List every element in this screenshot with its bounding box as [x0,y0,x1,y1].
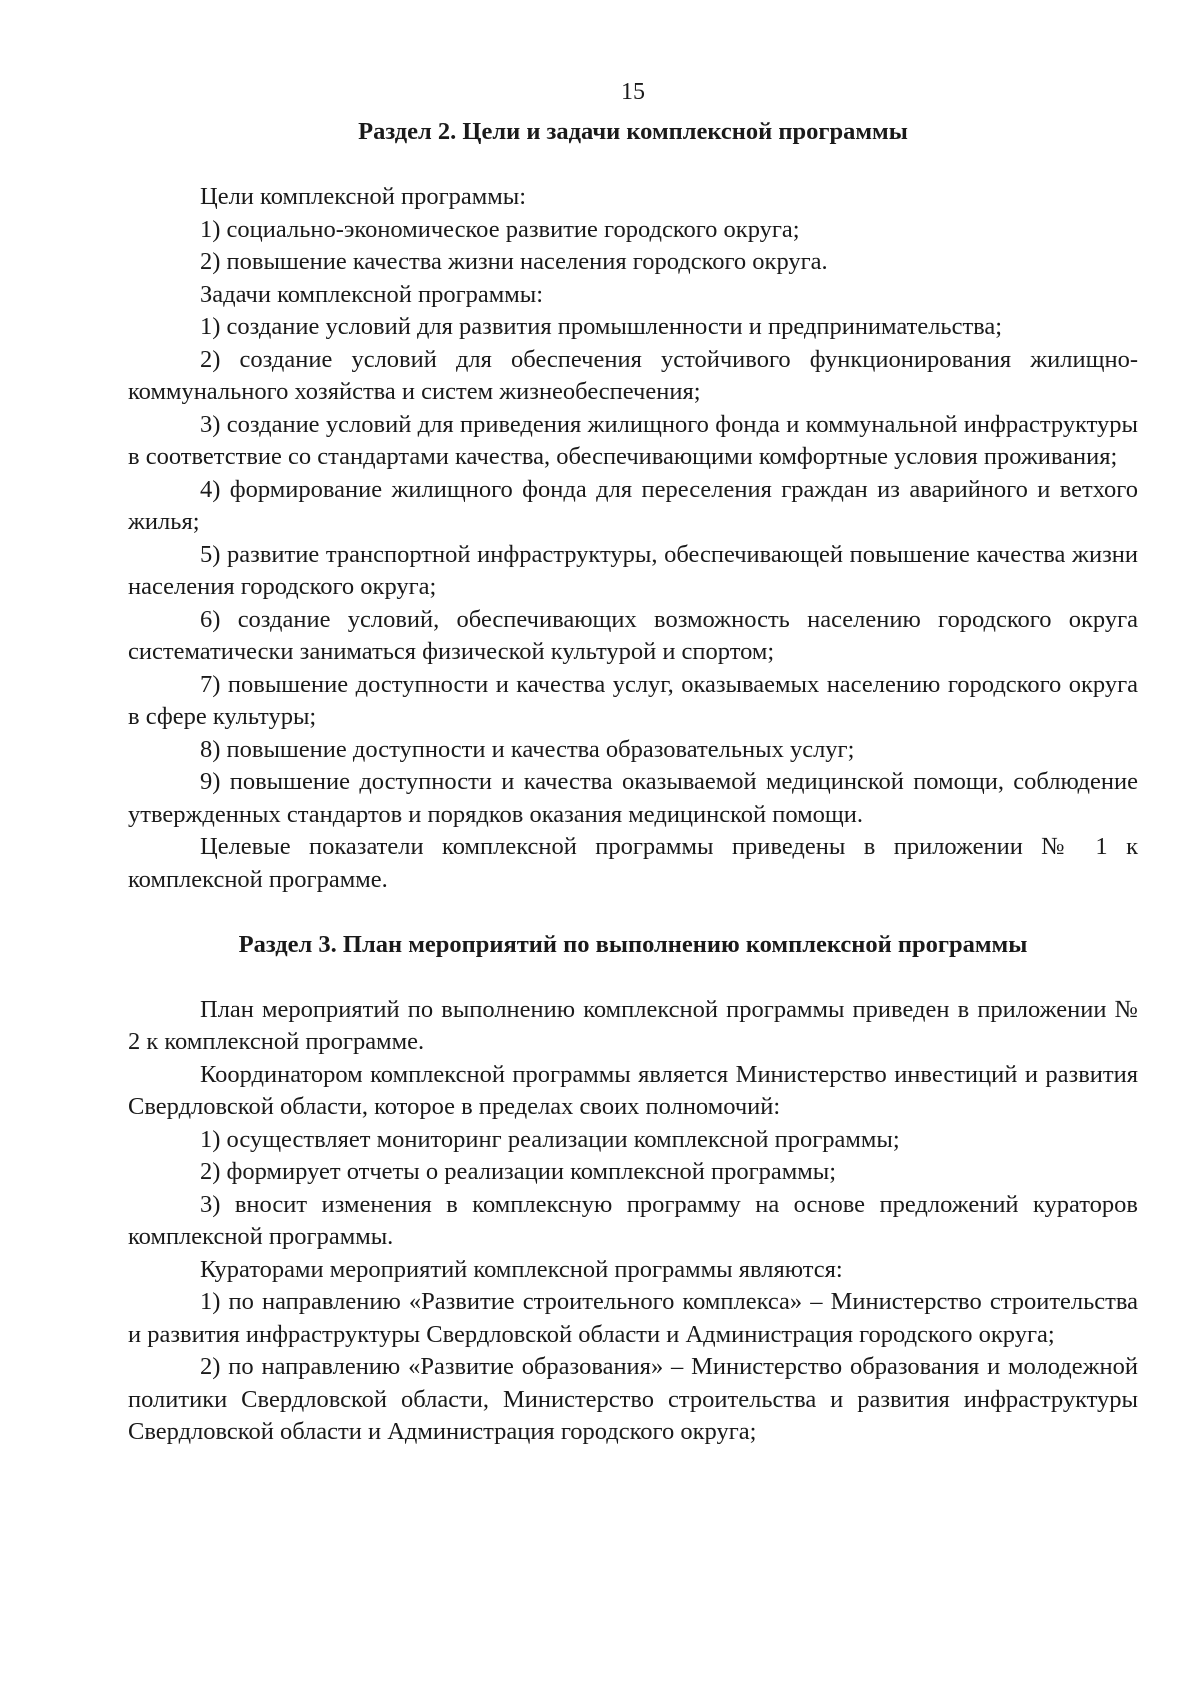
paragraph: 2) повышение качества жизни населения городского округа. [200,248,828,275]
paragraph: Задачи комплексной программы: [200,280,544,308]
page-number: 15 [621,79,645,105]
paragraph: Кураторами мероприятий комплексной программы являются: [200,1255,843,1283]
paragraph: 2) по направлению «Развитие образования» – Министерство образования и молодежной политики Свердловской области, Министерство строительства и развития инфраструктуры Свердловской области и Администрация городского округа; [128,1353,1138,1445]
paragraph: 8) повышение доступности и качества образовательных услуг; [200,735,855,763]
paragraph: 1) по направлению «Развитие строительного комплекса» – Министерство строительства и развития инфраструктуры Свердловской области и Администрация городского округа; [128,1288,1138,1348]
section-2-title: Раздел 2. Цели и задачи комплексной программы [358,118,908,145]
paragraph: 7) повышение доступности и качества услуг, оказываемых населению городского округа в сфере культуры; [128,670,1138,730]
paragraph: Целевые показатели комплексной программы приведены в приложении № 1 к комплексной программе. [128,833,1138,893]
paragraph: Цели комплексной программы: [200,183,527,210]
paragraph: 1) осуществляет мониторинг реализации комплексной программы; [200,1125,900,1153]
section-3-title: Раздел 3. План мероприятий по выполнению комплексной программы [238,930,1028,958]
paragraph: 1) создание условий для развития промышленности и предпринимательства; [200,313,1003,340]
spacer [128,961,1138,994]
paragraph: 6) создание условий, обеспечивающих возможность населению городского округа систематически заниматься физической культурой и спортом; [128,605,1138,665]
spacer [128,149,1138,182]
spacer [128,896,1138,929]
paragraph: 4) формирование жилищного фонда для переселения граждан из аварийного и ветхого жилья; [128,475,1138,535]
paragraph: 2) создание условий для обеспечения устойчивого функционирования жилищно-коммунального хозяйства и систем жизнеобеспечения; [128,345,1138,405]
paragraph: План мероприятий по выполнению комплексной программы приведен в приложении № 2 к комплексной программе. [128,995,1138,1055]
paragraph: 5) развитие транспортной инфраструктуры, обеспечивающей повышение качества жизни населения городского округа; [128,540,1138,600]
paragraph: 1) социально-экономическое развитие городского округа; [200,215,800,243]
paragraph: 2) формирует отчеты о реализации комплексной программы; [200,1158,837,1185]
section-3-body [128,994,1138,1449]
paragraph: 3) вносит изменения в комплексную программу на основе предложений кураторов комплексной программы. [128,1190,1138,1250]
paragraph: 3) создание условий для приведения жилищного фонда и коммунальной инфраструктуры в соответствие со стандартами качества, обеспечивающими комфортные условия проживания; [128,410,1138,470]
section-2-body [128,181,1138,896]
paragraph: 9) повышение доступности и качества оказываемой медицинской помощи, соблюдение утвержденных стандартов и порядков оказания медицинской помощи. [128,768,1138,828]
paragraph: Координатором комплексной программы является Министерство инвестиций и развития Свердловской области, которое в пределах своих полномочий: [128,1060,1138,1120]
